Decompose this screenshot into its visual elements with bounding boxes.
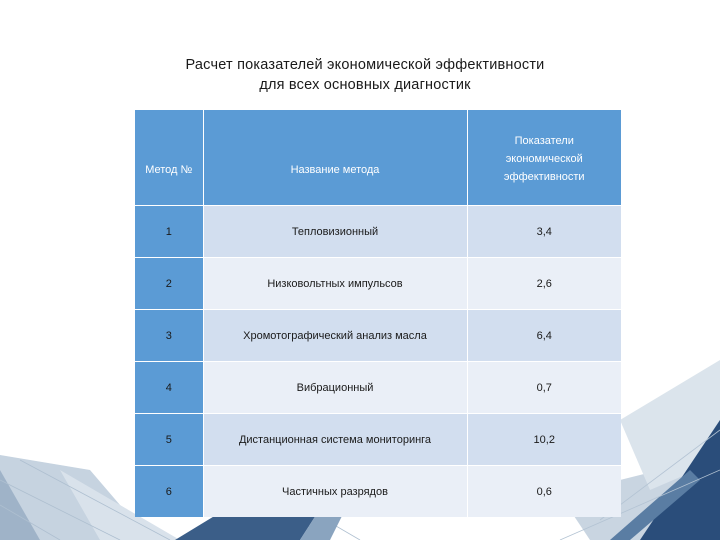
cell-method-no: 1 xyxy=(135,206,203,258)
table-row xyxy=(135,206,621,258)
table-row xyxy=(135,466,621,518)
cell-method-no: 3 xyxy=(135,310,203,362)
cell-indicator: 0,7 xyxy=(467,362,621,414)
header-indicator: Показатели экономической эффективности xyxy=(467,110,621,206)
page-title xyxy=(110,55,620,95)
cell-method-name: Вибрационный xyxy=(203,362,467,414)
cell-indicator: 3,4 xyxy=(467,206,621,258)
efficiency-table xyxy=(135,110,621,517)
header-method-name: Название метода xyxy=(203,110,467,206)
cell-indicator: 10,2 xyxy=(467,414,621,466)
cell-method-no: 4 xyxy=(135,362,203,414)
title-line-1: Расчет показателей экономической эффективности xyxy=(185,57,545,73)
table-row xyxy=(135,414,621,466)
cell-method-no: 5 xyxy=(135,414,203,466)
cell-method-name: Тепловизионный xyxy=(203,206,467,258)
table-header-row xyxy=(135,110,621,206)
title-line-2: для всех основных диагностик xyxy=(259,77,471,93)
cell-method-name: Дистанционная система мониторинга xyxy=(203,414,467,466)
cell-method-name: Хромотографический анализ масла xyxy=(203,310,467,362)
cell-method-name: Частичных разрядов xyxy=(203,466,467,518)
cell-method-no: 2 xyxy=(135,258,203,310)
cell-method-no: 6 xyxy=(135,466,203,518)
cell-method-name: Низковольтных импульсов xyxy=(203,258,467,310)
header-method-no: Метод № xyxy=(135,110,203,206)
table-row xyxy=(135,310,621,362)
cell-indicator: 2,6 xyxy=(467,258,621,310)
cell-indicator: 0,6 xyxy=(467,466,621,518)
table-row xyxy=(135,258,621,310)
table-row xyxy=(135,362,621,414)
cell-indicator: 6,4 xyxy=(467,310,621,362)
